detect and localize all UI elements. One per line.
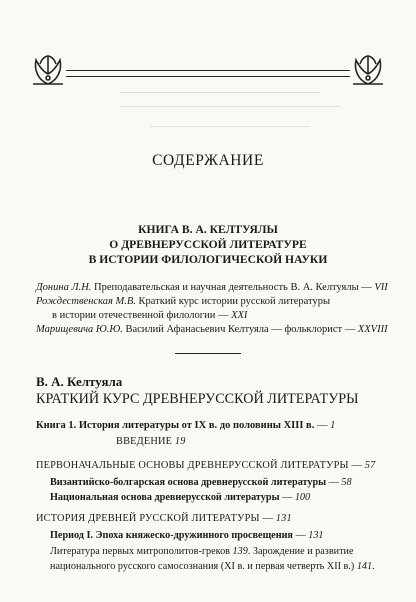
bleed-through-line [120,92,320,93]
entry-label: Книга 1. История литературы от IX в. до половины XIII в. [36,420,315,431]
entry-page: 141 [356,561,373,572]
entry-label: ПЕРВОНАЧАЛЬНЫЕ ОСНОВЫ ДРЕВНЕРУССКОЙ ЛИТЕРАТУРЫ [36,460,349,471]
toc-entry [36,282,388,293]
toc-entry-sub2 [50,492,310,503]
bleed-through-line [120,106,340,107]
entry-label: национального русского самосознания (XI в. и первая четверть XII в.) [50,561,355,572]
intro-title-line-3: В ИСТОРИИ ФИЛОЛОГИЧЕСКОЙ НАУКИ [88,253,328,266]
entry-page: 1 [330,420,336,431]
entry-page: 57 [364,460,376,471]
lotus-ornament-left-icon [30,50,66,88]
page-title: СОДЕРЖАНИЕ [152,152,264,169]
toc-entry [36,296,330,307]
toc-entry-continuation [52,310,247,321]
entry-page: 58 [341,477,352,488]
entry-page: XXI [231,310,248,321]
entry-title: Краткий курс истории русской литературы [138,296,331,307]
entry-page: XXVIII [357,324,388,335]
toc-entry [36,324,388,335]
entry-dash: — [295,530,306,541]
entry-dash: — [217,310,229,321]
header-rule [66,70,350,71]
entry-author: Марищевича Ю.Ю. [36,324,123,335]
toc-entry-period1 [50,530,324,541]
entry-label: ВВЕДЕНИЕ [116,436,173,447]
intro-title-line-1: КНИГА В. А. КЕЛТУЯЛЫ [138,223,278,236]
entry-label: Национальная основа древнерусской литературы [50,492,280,503]
toc-entry-book1 [36,420,335,431]
entry-label: ИСТОРИЯ ДРЕВНЕЙ РУССКОЙ ЛИТЕРАТУРЫ [36,513,260,524]
entry-label: Период I. Эпоха княжеско-дружинного просвещения [50,530,293,541]
toc-entry-sub1 [50,477,352,488]
entry-dash: — [328,477,339,488]
main-title: КРАТКИЙ КУРС ДРЕВНЕРУССКОЙ ЛИТЕРАТУРЫ [36,391,359,407]
entry-dash: — [316,420,328,431]
section-divider [175,353,241,354]
entry-title: Преподавательская и научная деятельность В. А. Келтуялы [94,282,359,293]
entry-label-cont: Зарождение и развитие [252,546,354,557]
entry-page: 100 [294,492,311,503]
entry-dash: — [351,460,362,471]
header-rule-double [66,76,350,77]
entry-dash: — [262,513,274,524]
entry-title-cont: в истории отечественной филологии [52,310,216,321]
toc-entry-intro [116,436,186,447]
entry-dash: — [344,324,356,335]
toc-entry-lit1: Литература первых митрополитов-греков 139. Зарождение и развитие [50,546,354,557]
entry-title: Василий Афанасьевич Келтуяла — фольклорист [125,324,343,335]
entry-author: Донина Л.Н. [36,282,92,293]
entry-page: 19 [174,436,186,447]
entry-page: VII [374,282,388,293]
entry-page: 131 [275,513,292,524]
entry-label: Литература первых митрополитов-греков [50,546,230,557]
entry-dash: — [361,282,372,293]
toc-entry-lit2: национального русского самосознания (XI в. и первая четверть XII в.) 141. [50,561,375,572]
intro-title-line-2: О ДРЕВНЕРУССКОЙ ЛИТЕРАТУРЕ [109,238,307,251]
bleed-through-line [150,126,310,127]
toc-entry-section2 [36,513,292,524]
entry-page: 139 [232,546,248,557]
main-author: В. А. Келтуяла [36,374,123,389]
entry-label: Византийско-болгарская основа древнерусской литературы [50,477,327,488]
lotus-ornament-right-icon [350,50,386,88]
entry-dash: — [282,492,293,503]
toc-entry-section1 [36,460,375,471]
entry-author: Рождественская М.В. [36,296,136,307]
entry-page: 131 [308,530,324,541]
